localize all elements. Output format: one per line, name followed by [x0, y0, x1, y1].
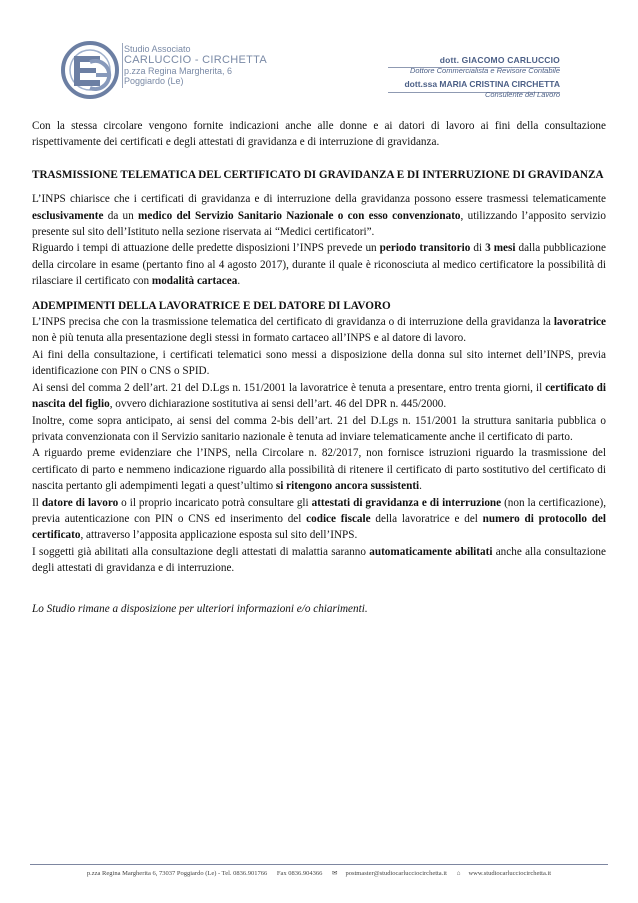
person1-name: dott. GIACOMO CARLUCCIO: [439, 55, 560, 65]
intro-paragraph: Con la stessa circolare vengono fornite indicazioni anche alle donne e ai datori di lavoro ai fini della consultazione rispettivamente dei certificati e degli attestati di gravidanza e di interruzione di gravidanza.: [32, 120, 606, 149]
heading-adempimenti: ADEMPIMENTI DELLA LAVORATRICE E DEL DATORE DI LAVORO: [32, 299, 391, 312]
email-icon: ✉: [332, 870, 338, 877]
studio-logo-icon: [60, 40, 120, 100]
studio-name-block: [124, 44, 267, 86]
heading-trasmissione: TRASMISSIONE TELEMATICA DEL CERTIFICATO DI GRAVIDANZA E DI INTERRUZIONE DI GRAVIDANZA: [32, 168, 604, 181]
footer: [30, 869, 608, 877]
footer-rule: [30, 864, 608, 865]
studio-line3: p.zza Regina Margherita, 6: [124, 66, 233, 76]
footer-web[interactable]: www.studiocarlucciocirchetta.it: [468, 870, 552, 877]
web-icon: ⌂: [456, 870, 461, 877]
paragraph-circolare: A riguardo preme evidenziare che l’INPS, nella Circolare n. 82/2017, non fornisce istruzioni riguardo la trasmissione del certificato di parto e nemmeno indicazione riguardo alla possibilità di ritenere il certificato di parto sostitutivo del certificato di nascita pertanto gli adempimenti legati a quest’ultimo si ritengono ancora sussistenti.: [32, 447, 606, 493]
paragraph-consultazione: Ai fini della consultazione, i certificati telematici sono messi a disposizione della donna sul sito internet dell’INPS, previa identificazione con PIN o CNS o SPID.: [32, 348, 606, 378]
paragraph-inps-chiarisce: L’INPS chiarisce che i certificati di gravidanza e di interruzione della gravidanza possono essere trasmessi telematicamente esclusivamente da un medico del Servizio Sanitario Nazionale o con esso convenzionato, utilizzando l’apposito servizio presente sul sito dell’Istituto nella sezione riservata ai “Medici certificatori”.: [32, 193, 606, 239]
footer-fax: Fax 0836.904366: [276, 870, 323, 877]
footer-address: p.zza Regina Margherita 6, 73037 Poggiardo (Le) - Tel. 0836.901766: [86, 870, 268, 877]
letterhead: [0, 0, 638, 110]
studio-line1: Studio Associato: [124, 44, 191, 54]
paragraph-tempi-attuazione: Riguardo i tempi di attuazione delle predette disposizioni l’INPS prevede un periodo transitorio di 3 mesi dalla pubblicazione della circolare in esame (pertanto fino al 4 agosto 2017), durante il quale è riconosciuta al medico certificatore la possibilità di rilasciare il certificato con modalità cartacea.: [32, 242, 606, 288]
paragraph-comma-2bis: Inoltre, come sopra anticipato, ai sensi del comma 2-bis dell’art. 21 del D.Lgs n. 151/2001 la struttura sanitaria pubblica o privata convenzionata con il Servizio sanitario nazionale è tenuta ad inviare telematicamente anche il certificato di parto.: [32, 414, 606, 443]
letterhead-divider: [122, 43, 123, 88]
paragraph-soggetti-abilitati: I soggetti già abilitati alla consultazione degli attestati di malattia saranno automaticamente abilitati anche alla consultazione degli attestati di gravidanza e di interruzione.: [32, 545, 606, 575]
professionals-block: [404, 55, 560, 99]
paragraph-comma-2: Ai sensi del comma 2 dell’art. 21 del D.Lgs n. 151/2001 la lavoratrice è tenuta a presentare, entro trenta giorni, il certificato di nascita del figlio, ovvero dichiarazione sostitutiva ai sensi dell’art. 46 del DPR n. 445/2000.: [32, 381, 606, 411]
closing-line: Lo Studio rimane a disposizione per ulteriori informazioni e/o chiarimenti.: [32, 602, 368, 615]
person1-role: Dottore Commercialista e Revisore Contabile: [409, 66, 560, 75]
studio-line2: CARLUCCIO - CIRCHETTA: [124, 54, 267, 66]
person2-role: Consulente del Lavoro: [484, 90, 560, 99]
paragraph-datore-lavoro: Il datore di lavoro o il proprio incaricato potrà consultare gli attestati di gravidanza e di interruzione (non la certificazione), previa autenticazione con PIN o CNS ed inserimento del codice fiscale della lavoratrice e del numero di protocollo del certificato, attraverso l’apposita applicazione esposta sul sito dell’INPS.: [32, 496, 606, 542]
document-body: [32, 118, 606, 617]
studio-line4: Poggiardo (Le): [124, 76, 184, 86]
paragraph-inps-precisa: L’INPS precisa che con la trasmissione telematica del certificato di gravidanza o di interruzione della gravidanza la lavoratrice non è più tenuta alla presentazione degli stessi in formato cartaceo all’INPS e al datore di lavoro.: [32, 316, 606, 345]
person2-name: dott.ssa MARIA CRISTINA CIRCHETTA: [404, 79, 560, 89]
footer-email[interactable]: postmaster@studiocarlucciocirchetta.it: [345, 870, 447, 877]
